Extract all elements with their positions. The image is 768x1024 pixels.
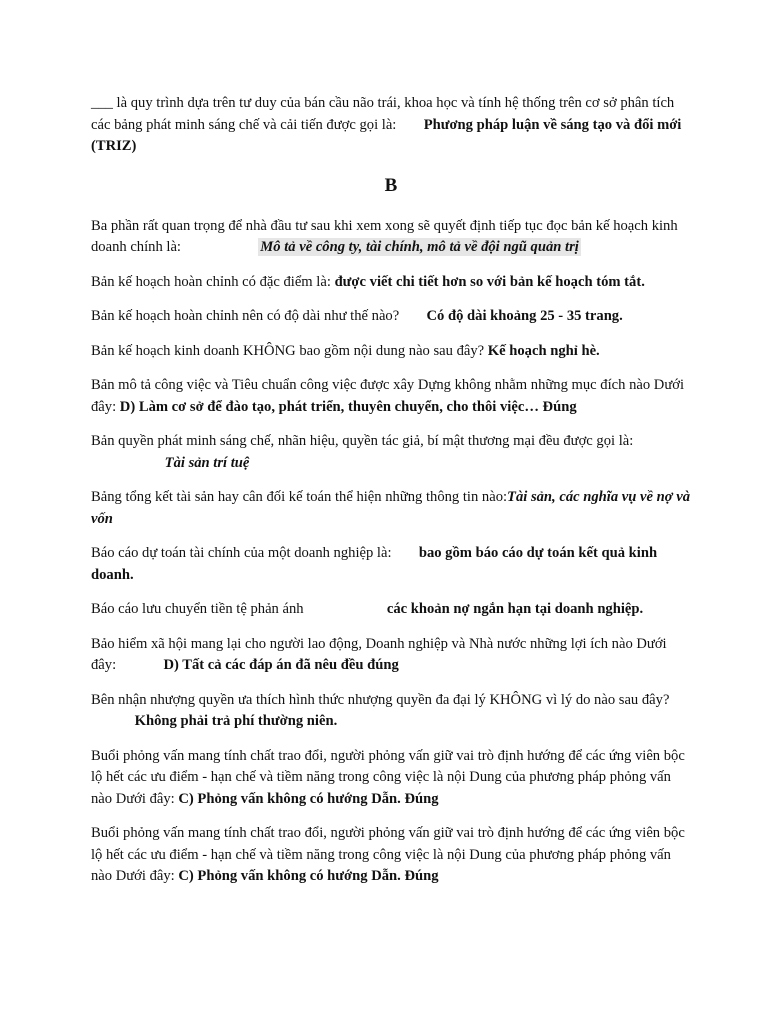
intro-paragraph — [91, 93, 691, 158]
highlighted-answer-text: Mô tả về công ty, tài chính, mô tả về đội ngũ quản trị — [260, 239, 579, 255]
answer-text: các khoản nợ ngắn hạn tại doanh nghiệp. — [386, 601, 644, 617]
section-heading: B — [384, 174, 398, 196]
question-text: Bản quyền phát minh sáng chế, nhãn hiệu, quyền tác giả, bí mật thương mại đều được gọi là: — [91, 433, 634, 449]
qa-item — [91, 431, 691, 474]
qa-item — [91, 375, 691, 418]
question-text: Bảng tổng kết tài sản hay cân đối kế toán thể hiện những thông tin nào: — [91, 489, 508, 505]
qa-item — [91, 690, 691, 733]
answer-text: Tài sản trí tuệ — [164, 454, 250, 471]
qa-item — [91, 487, 691, 530]
answer-text: được viết chi tiết hơn so với bản kế hoạch tóm tắt. — [334, 273, 645, 290]
question-text: Buổi phỏng vấn mang tính chất trao đổi, người phỏng vấn giữ vai trò định hướng để các ứng viên bộc lộ hết các ưu điểm - hạn chế và tiềm năng trong công việc là nội Dung của phương pháp phỏng vấn nào Dưới đây: — [91, 747, 685, 807]
question-text: Bản kế hoạch kinh doanh KHÔNG bao gồm nội dung nào sau đây? — [91, 342, 485, 359]
qa-item — [91, 341, 691, 363]
question-text: Báo cáo dự toán tài chính của một doanh nghiệp là: — [91, 545, 392, 561]
qa-item — [91, 746, 691, 811]
question-text: Bản kế hoạch hoàn chỉnh có đặc điểm là: — [91, 273, 331, 290]
qa-item — [91, 306, 691, 328]
question-text: Buổi phỏng vấn mang tính chất trao đổi, người phỏng vấn giữ vai trò định hướng để các ứng viên bộc lộ hết các ưu điểm - hạn chế và tiềm năng trong công việc là nội Dung của phương pháp phỏng vấn nào Dưới đây: — [91, 825, 685, 884]
answer-text: Không phải trả phí thường niên. — [134, 713, 338, 729]
qa-item — [91, 634, 691, 677]
qa-item — [91, 216, 691, 259]
answer-text: Phương pháp luận về sáng tạo và đổi mới (TRIZ) — [91, 116, 682, 154]
answer-text: bao gồm báo cáo dự toán kết quả kinh doanh. — [91, 545, 658, 583]
question-text: Bản kế hoạch hoàn chỉnh nên có độ dài như thế nào? — [91, 308, 400, 324]
question-text: Bảo hiểm xã hội mang lại cho người lao động, Doanh nghiệp và Nhà nước những lợi ích nào Dưới đây: — [91, 635, 667, 673]
answer-text: Có độ dài khoảng 25 - 35 trang. — [426, 308, 623, 324]
answer-text: C) Phỏng vấn không có hướng Dẫn. Đúng — [178, 790, 439, 807]
question-text: Bản mô tả công việc và Tiêu chuẩn công việc được xây Dựng không nhằm những mục đích nào Dưới đây: — [91, 377, 685, 415]
question-text: ___ là quy trình dựa trên tư duy của bán cầu não trái, khoa học và tính hệ thống trên cơ sở phân tích các bảng phát minh sáng chế và cải tiến được gọi là: — [91, 95, 675, 133]
qa-item — [91, 599, 691, 621]
question-text: Báo cáo lưu chuyển tiền tệ phản ánh — [91, 601, 304, 617]
answer-text: D) Tất cả các đáp án đã nêu đều đúng — [163, 657, 399, 673]
document-page — [91, 93, 691, 901]
answer-text: C) Phỏng vấn không có hướng Dẫn. Đúng — [178, 868, 439, 884]
answer-text: Tài sản, các nghĩa vụ về nợ và vốn — [91, 489, 690, 527]
qa-item — [91, 272, 691, 294]
answer-text: D) Làm cơ sở để đào tạo, phát triển, thuyên chuyển, cho thôi việc… Đúng — [119, 398, 577, 415]
question-text: Bên nhận nhượng quyền ưa thích hình thức nhượng quyền đa đại lý KHÔNG vì lý do nào sau đây? — [91, 691, 670, 708]
question-text: Ba phần rất quan trọng để nhà đầu tư sau khi xem xong sẽ quyết định tiếp tục đọc bản kế hoạch kinh doanh chính là: — [91, 217, 678, 255]
answer-text: Kế hoạch nghỉ hè. — [487, 342, 600, 359]
qa-item — [91, 543, 691, 586]
qa-item — [91, 823, 691, 888]
